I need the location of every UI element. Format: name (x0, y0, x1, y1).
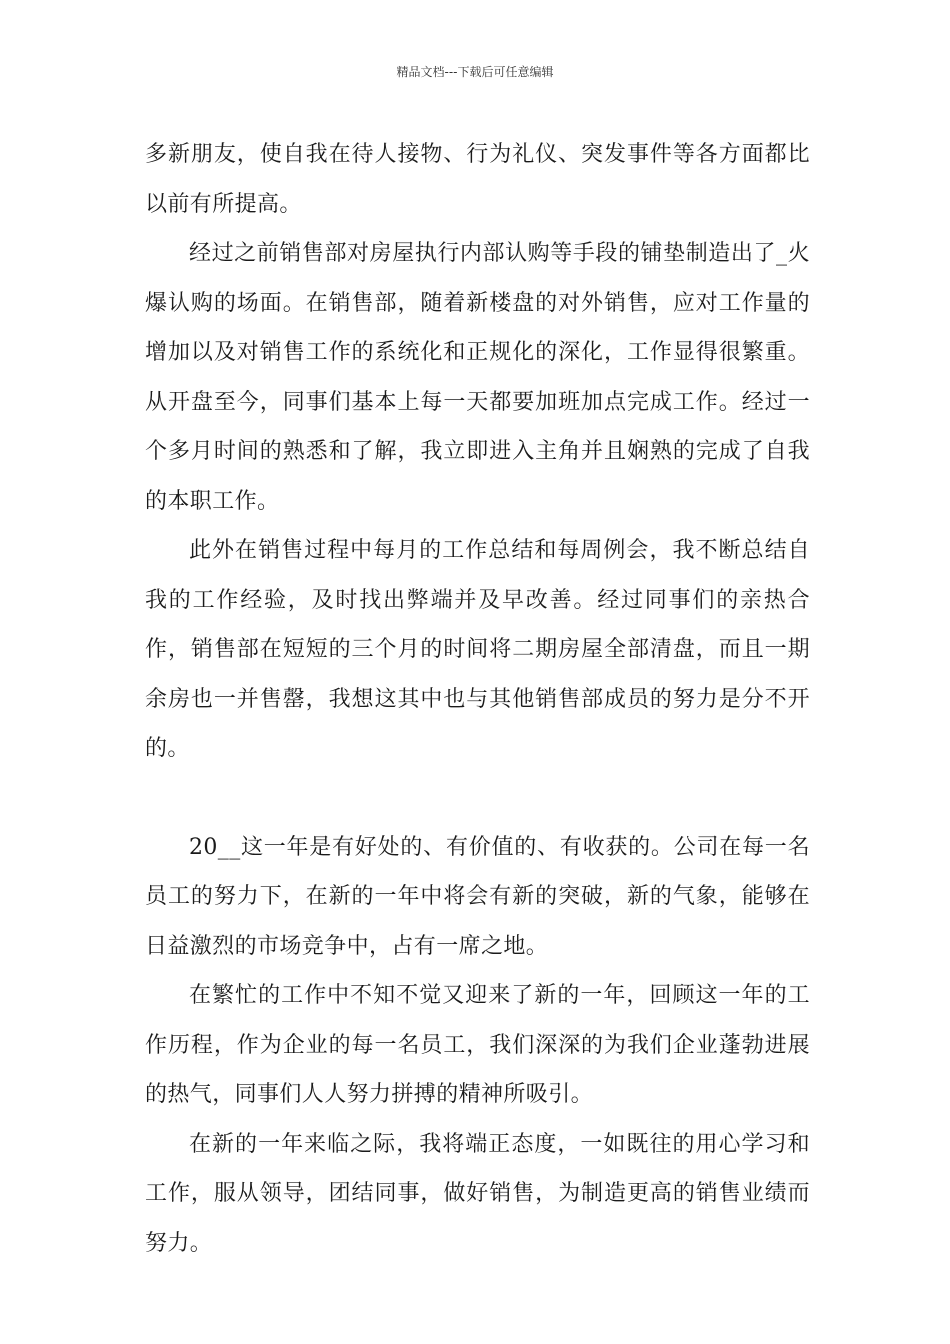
paragraph-busy-work: 在繁忙的工作中不知不觉又迎来了新的一年，回顾这一年的工作历程，作为企业的每一名员工，我们深深的为我们企业蓬勃进展的热气，同事们人人努力拼搏的精神所吸引。 (145, 983, 810, 1107)
paragraph-summary: 此外在销售过程中每月的工作总结和每周例会，我不断总结自我的工作经验，及时找出弊端并及早改善。经过同事们的亲热合作，销售部在短短的三个月的时间将二期房屋全部清盘，而且一期余房也一并售罄，我想这其中也与其他销售部成员的努力是分不开的。 (145, 538, 810, 761)
document-body (145, 130, 810, 1268)
paragraph-new-year: 在新的一年来临之际，我将端正态度，一如既往的用心学习和工作，服从领导，团结同事，做好销售，为制造更高的销售业绩而努力。 (145, 1131, 810, 1256)
paragraph-sales-work: 经过之前销售部对房屋执行内部认购等手段的铺垫制造出了_火爆认购的场面。在销售部，随着新楼盘的对外销售，应对工作量的增加以及对销售工作的系统化和正规化的深化，工作显得很繁重。从开盘至今，同事们基本上每一天都要加班加点完成工作。经过一个多月时间的熟悉和了解，我立即进入主角并且娴熟的完成了自我的本职工作。 (145, 241, 810, 514)
paragraph-year-review: 20__这一年是有好处的、有价值的、有收获的。公司在每一名员工的努力下，在新的一年中将会有新的突破，新的气象，能够在日益激烈的市场竞争中，占有一席之地。 (145, 834, 810, 959)
paragraph-continued: 多新朋友，使自我在待人接物、行为礼仪、突发事件等各方面都比以前有所提高。 (145, 142, 810, 217)
paragraph-gap (145, 774, 810, 823)
page-header: 精品文档---下载后可任意编辑 (396, 65, 554, 79)
